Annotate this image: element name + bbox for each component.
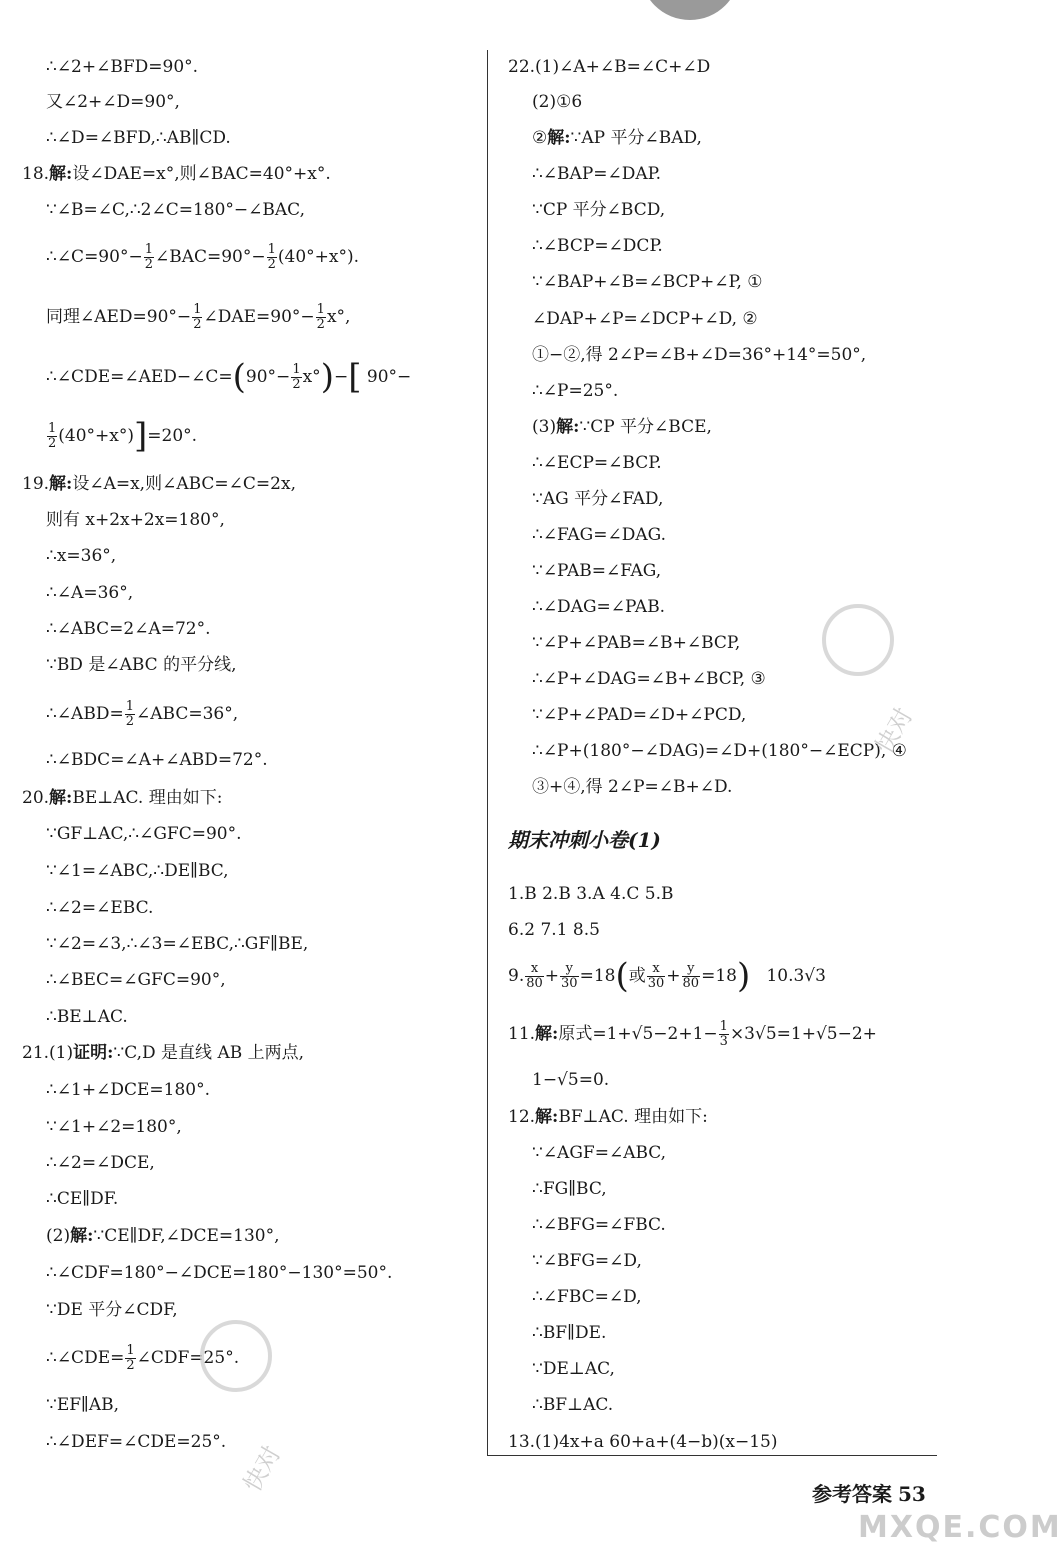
- proof-label: 证明:: [73, 1043, 114, 1063]
- text-line: ∴∠DAG=∠PAB.: [532, 597, 666, 617]
- paren: ): [320, 357, 334, 397]
- text: =20°.: [147, 426, 198, 446]
- question-19: [22, 472, 296, 496]
- solution-label: 解:: [49, 164, 73, 184]
- paren: ): [736, 956, 751, 996]
- text: 同理∠AED=90°−: [46, 307, 192, 327]
- text-line: ∵BD 是∠ABC 的平分线,: [46, 655, 237, 675]
- answer-line: 6.2 7.1 8.5: [508, 920, 600, 940]
- text-line: 又∠2+∠D=90°,: [46, 92, 180, 112]
- text: 9.: [508, 966, 525, 986]
- bracket: ]: [134, 416, 148, 456]
- text: ∠DAE=90°−: [203, 307, 315, 327]
- text: 90°−: [245, 367, 291, 387]
- text-line: ∴∠P+∠DAG=∠B+∠BCP, ③: [532, 669, 766, 689]
- denominator: 80: [526, 976, 543, 991]
- question-number: 11.: [508, 1024, 536, 1044]
- text-line: ∵GF⊥AC,∴∠GFC=90°.: [46, 824, 242, 844]
- denominator: 2: [144, 257, 153, 272]
- numerator: 1: [316, 302, 325, 317]
- fraction: [291, 363, 301, 392]
- text-line: ∴∠P+(180°−∠DAG)=∠D+(180°−∠ECP), ④: [532, 741, 907, 761]
- text-line: [46, 416, 198, 456]
- section-title: 期末冲刺小卷(1): [508, 828, 661, 852]
- page-footer: [812, 1478, 926, 1507]
- paren: (: [615, 956, 629, 996]
- watermark-text: 快对: [870, 702, 919, 759]
- numerator: 1: [48, 421, 57, 436]
- numerator: x: [525, 962, 544, 977]
- text-line: ∴∠DEF=∠CDE=25°.: [46, 1432, 227, 1452]
- text-line: ∴∠BEC=∠GFC=90°,: [46, 970, 226, 990]
- text-line: [46, 303, 350, 332]
- text: +: [544, 966, 560, 986]
- text-line: ∴∠BAP=∠DAP.: [532, 164, 662, 184]
- text-line: [46, 700, 238, 729]
- solution-label: 解:: [547, 128, 571, 148]
- text-line: ∵∠2=∠3,∴∠3=∠EBC,∴GF∥BE,: [46, 934, 309, 954]
- question-13: 13.(1)4x+a 60+a+(4−b)(x−15): [508, 1432, 778, 1452]
- text: (3): [532, 417, 557, 437]
- fraction: [719, 1020, 729, 1049]
- fraction: [647, 962, 666, 991]
- text-line: [46, 357, 412, 397]
- fraction: [125, 700, 135, 729]
- text-line: ∴∠ABC=2∠A=72°.: [46, 619, 211, 639]
- text-line: ∵DE⊥AC,: [532, 1359, 615, 1379]
- denominator: 2: [292, 377, 301, 392]
- text: =18: [579, 966, 616, 986]
- text-line: ∵∠1+∠2=180°,: [46, 1117, 182, 1137]
- numerator: 1: [125, 699, 134, 714]
- numerator: y: [682, 962, 701, 977]
- question-number: 18.: [22, 164, 50, 184]
- numerator: 1: [719, 1019, 728, 1034]
- bottom-rule: [487, 1455, 937, 1456]
- question-11: [508, 1020, 877, 1049]
- denominator: 2: [48, 436, 57, 451]
- text-line: ∵AG 平分∠FAD,: [532, 489, 664, 509]
- text-line: ∵∠PAB=∠FAG,: [532, 561, 662, 581]
- numerator: 1: [193, 302, 202, 317]
- text: x°: [302, 367, 321, 387]
- text: −: [333, 367, 349, 387]
- paren: (: [232, 357, 246, 397]
- text-line: ∴∠1+∠DCE=180°.: [46, 1080, 211, 1100]
- text: ∠CDF=25°.: [136, 1348, 240, 1368]
- watermark-check-icon: [822, 604, 894, 676]
- text: 设∠DAE=x°,则∠BAC=40°+x°.: [72, 164, 331, 184]
- text-line: ∵∠P+∠PAD=∠D+∠PCD,: [532, 705, 747, 725]
- text-line: ∴BF⊥AC.: [532, 1395, 614, 1415]
- text-line: (2)①6: [532, 92, 583, 112]
- denominator: 30: [561, 976, 578, 991]
- text-line: ∴CE∥DF.: [46, 1189, 119, 1209]
- text: (40°+x°): [58, 426, 135, 446]
- text: 10.3√3: [766, 966, 826, 986]
- denominator: 3: [719, 1034, 728, 1049]
- fraction: [192, 303, 202, 332]
- question-12: [508, 1105, 708, 1129]
- text: 90°−: [366, 367, 412, 387]
- text-line: ∴∠A=36°,: [46, 583, 134, 603]
- text-line: ∴BF∥DE.: [532, 1323, 607, 1343]
- text: 设∠A=x,则∠ABC=∠C=2x,: [72, 474, 296, 494]
- text: ②: [532, 128, 548, 148]
- text-line: ∵∠P+∠PAB=∠B+∠BCP,: [532, 633, 741, 653]
- numerator: 1: [126, 1343, 135, 1358]
- answer-line-9-10: [508, 956, 826, 996]
- numerator: 1: [144, 242, 153, 257]
- column-divider: [487, 50, 488, 1455]
- text: ∴∠ABD=: [46, 704, 124, 724]
- text: BF⊥AC. 理由如下:: [558, 1107, 708, 1127]
- text: BE⊥AC. 理由如下:: [72, 788, 223, 808]
- text-line: ∴∠2+∠BFD=90°.: [46, 57, 199, 77]
- fraction: [267, 243, 277, 272]
- text: =18: [701, 966, 737, 986]
- text-line: ∴x=36°,: [46, 546, 117, 566]
- question-number: 20.: [22, 788, 50, 808]
- text-line: ①−②,得 2∠P=∠B+∠D=36°+14°=50°,: [532, 345, 867, 365]
- text: (40°+x°).: [277, 247, 360, 267]
- question-number: 21.(1): [22, 1043, 74, 1063]
- numerator: x: [647, 962, 666, 977]
- text-line: ∵CP 平分∠BCD,: [532, 200, 666, 220]
- fraction: [125, 1344, 135, 1373]
- watermark-text: 快对: [238, 1440, 287, 1497]
- text-line: ∠DAP+∠P=∠DCP+∠D, ②: [532, 309, 758, 329]
- text-line: ∵∠1=∠ABC,∴DE∥BC,: [46, 861, 229, 881]
- text: ∴∠CDE=: [46, 1348, 125, 1368]
- question-number: 19.: [22, 474, 50, 494]
- denominator: 2: [193, 317, 202, 332]
- numerator: y: [560, 962, 579, 977]
- solution-label: 解:: [70, 1226, 94, 1246]
- solution-label: 解:: [535, 1024, 559, 1044]
- denominator: 2: [316, 317, 325, 332]
- text-line: ∴∠FBC=∠D,: [532, 1287, 642, 1307]
- text-line: ∴∠BCP=∠DCP.: [532, 236, 663, 256]
- text: 原式=1+√5−2+1−: [558, 1024, 718, 1044]
- fraction: [144, 243, 154, 272]
- text: ∵CE∥DF,∠DCE=130°,: [93, 1226, 280, 1246]
- question-21: [22, 1041, 304, 1065]
- text-line: ∴∠CDF=180°−∠DCE=180°−130°=50°.: [46, 1263, 393, 1283]
- denominator: 2: [267, 257, 276, 272]
- solution-label: 解:: [556, 417, 580, 437]
- text: ∠BAC=90°−: [154, 247, 266, 267]
- denominator: 80: [682, 976, 700, 991]
- text-line: ∴∠ECP=∠BCP.: [532, 453, 662, 473]
- text: ∠ABC=36°,: [136, 704, 239, 724]
- fraction: [682, 962, 701, 991]
- text-line: ∴FG∥BC,: [532, 1179, 607, 1199]
- text: ∵AP 平分∠BAD,: [570, 128, 702, 148]
- text-line: ∴∠2=∠DCE,: [46, 1153, 155, 1173]
- text-line: ∴∠BFG=∠FBC.: [532, 1215, 666, 1235]
- text: ∴∠CDE=∠AED−∠C=: [46, 367, 233, 387]
- text-line: [532, 126, 702, 150]
- solution-label: 解:: [535, 1107, 559, 1127]
- question-number: 12.: [508, 1107, 536, 1127]
- numerator: 1: [267, 242, 276, 257]
- text-line: ∵∠AGF=∠ABC,: [532, 1143, 667, 1163]
- text-line: ③+④,得 2∠P=∠B+∠D.: [532, 777, 733, 797]
- solution-label: 解:: [49, 474, 73, 494]
- answer-line: 1.B 2.B 3.A 4.C 5.B: [508, 884, 674, 904]
- footer-label: 参考答案: [812, 1482, 892, 1506]
- bracket: [: [348, 357, 362, 397]
- text-line: ∴BE⊥AC.: [46, 1007, 128, 1027]
- fraction: [316, 303, 326, 332]
- text-line: [532, 415, 712, 439]
- denominator: 2: [126, 1358, 135, 1373]
- text-line: [46, 243, 359, 272]
- text: +: [666, 966, 681, 986]
- site-watermark: MXQE.COM: [858, 1510, 1062, 1545]
- top-decoration: [640, 0, 740, 20]
- denominator: 30: [647, 976, 665, 991]
- text-line: ∴∠FAG=∠DAG.: [532, 525, 667, 545]
- text-line: 22.(1)∠A+∠B=∠C+∠D: [508, 57, 711, 77]
- fraction: [525, 962, 544, 991]
- text-line: ∵∠BAP+∠B=∠BCP+∠P, ①: [532, 272, 763, 292]
- numerator: 1: [292, 362, 301, 377]
- text-line: 1−√5=0.: [532, 1070, 610, 1090]
- text-line: ∵∠BFG=∠D,: [532, 1251, 642, 1271]
- text: ∵CP 平分∠BCE,: [579, 417, 712, 437]
- question-18: [22, 162, 331, 186]
- text-line: 则有 x+2x+2x=180°,: [46, 510, 225, 530]
- text: ∵C,D 是直线 AB 上两点,: [113, 1043, 305, 1063]
- text: ∴∠C=90°−: [46, 247, 143, 267]
- text: x°,: [326, 307, 351, 327]
- text-line: ∴∠BDC=∠A+∠ABD=72°.: [46, 750, 268, 770]
- text-line: ∴∠2=∠EBC.: [46, 898, 154, 918]
- text-line: ∵∠B=∠C,∴2∠C=180°−∠BAC,: [46, 200, 305, 220]
- fraction: [560, 962, 579, 991]
- question-20: [22, 786, 222, 810]
- text: (2): [46, 1226, 71, 1246]
- page-number: 53: [898, 1482, 926, 1506]
- text: 或: [628, 966, 646, 986]
- solution-label: 解:: [49, 788, 73, 808]
- text-line: ∵EF∥AB,: [46, 1395, 120, 1415]
- text-line: ∴∠P=25°.: [532, 381, 619, 401]
- denominator: 2: [125, 714, 134, 729]
- text-line: ∵DE 平分∠CDF,: [46, 1300, 178, 1320]
- fraction: [47, 422, 57, 451]
- text-line: [46, 1224, 280, 1248]
- text-line: ∴∠D=∠BFD,∴AB∥CD.: [46, 128, 231, 148]
- text: ×3√5=1+√5−2+: [729, 1024, 877, 1044]
- watermark-check-icon: [200, 1320, 272, 1392]
